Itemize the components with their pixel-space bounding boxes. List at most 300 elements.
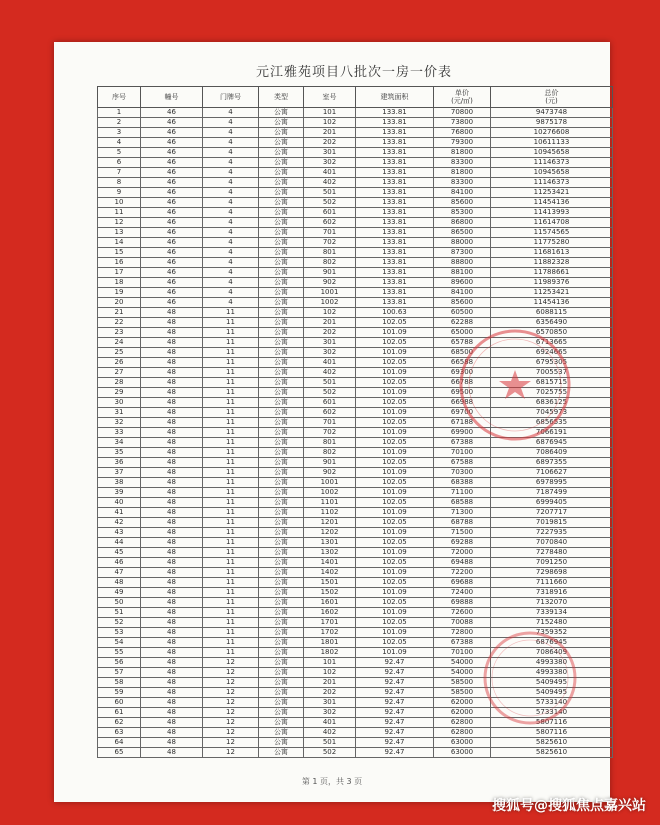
cell-building: 48 bbox=[141, 528, 203, 538]
cell-building: 48 bbox=[141, 618, 203, 628]
cell-total-price: 11614708 bbox=[491, 218, 613, 228]
cell-unit-price: 71300 bbox=[434, 508, 491, 518]
cell-area: 101.09 bbox=[356, 468, 434, 478]
cell-type: 公寓 bbox=[259, 248, 304, 258]
table-row bbox=[98, 238, 613, 248]
cell-building: 46 bbox=[141, 238, 203, 248]
table-row bbox=[98, 428, 613, 438]
cell-unit-price: 72000 bbox=[434, 548, 491, 558]
cell-room: 302 bbox=[304, 348, 356, 358]
cell-index: 62 bbox=[98, 718, 141, 728]
cell-total-price: 7152480 bbox=[491, 618, 613, 628]
cell-unit-price: 70800 bbox=[434, 108, 491, 118]
cell-building: 48 bbox=[141, 638, 203, 648]
table-row bbox=[98, 368, 613, 378]
cell-room: 1801 bbox=[304, 638, 356, 648]
cell-total-price: 6897355 bbox=[491, 458, 613, 468]
cell-door-number: 11 bbox=[203, 578, 259, 588]
cell-building: 48 bbox=[141, 738, 203, 748]
cell-door-number: 4 bbox=[203, 228, 259, 238]
cell-type: 公寓 bbox=[259, 178, 304, 188]
header-index: 序号 bbox=[98, 87, 141, 108]
cell-door-number: 4 bbox=[203, 298, 259, 308]
cell-area: 101.09 bbox=[356, 368, 434, 378]
cell-door-number: 12 bbox=[203, 748, 259, 758]
cell-room: 1402 bbox=[304, 568, 356, 578]
cell-building: 48 bbox=[141, 428, 203, 438]
cell-unit-price: 66588 bbox=[434, 358, 491, 368]
table-row bbox=[98, 308, 613, 318]
table-row bbox=[98, 258, 613, 268]
cell-building: 48 bbox=[141, 478, 203, 488]
table-row bbox=[98, 478, 613, 488]
cell-room: 902 bbox=[304, 278, 356, 288]
cell-unit-price: 70300 bbox=[434, 468, 491, 478]
cell-room: 101 bbox=[304, 658, 356, 668]
table-row bbox=[98, 598, 613, 608]
cell-type: 公寓 bbox=[259, 108, 304, 118]
cell-door-number: 11 bbox=[203, 508, 259, 518]
cell-door-number: 4 bbox=[203, 208, 259, 218]
cell-index: 14 bbox=[98, 238, 141, 248]
cell-type: 公寓 bbox=[259, 608, 304, 618]
cell-unit-price: 62288 bbox=[434, 318, 491, 328]
cell-area: 133.81 bbox=[356, 198, 434, 208]
cell-type: 公寓 bbox=[259, 478, 304, 488]
cell-door-number: 11 bbox=[203, 558, 259, 568]
cell-type: 公寓 bbox=[259, 538, 304, 548]
cell-type: 公寓 bbox=[259, 398, 304, 408]
cell-unit-price: 70088 bbox=[434, 618, 491, 628]
cell-index: 19 bbox=[98, 288, 141, 298]
table-row bbox=[98, 158, 613, 168]
cell-index: 35 bbox=[98, 448, 141, 458]
cell-total-price: 7207717 bbox=[491, 508, 613, 518]
cell-unit-price: 69700 bbox=[434, 408, 491, 418]
cell-area: 133.81 bbox=[356, 238, 434, 248]
cell-unit-price: 68500 bbox=[434, 348, 491, 358]
cell-area: 92.47 bbox=[356, 748, 434, 758]
cell-room: 701 bbox=[304, 228, 356, 238]
cell-total-price: 7111660 bbox=[491, 578, 613, 588]
cell-room: 801 bbox=[304, 248, 356, 258]
cell-door-number: 11 bbox=[203, 308, 259, 318]
cell-type: 公寓 bbox=[259, 718, 304, 728]
cell-total-price: 11413993 bbox=[491, 208, 613, 218]
table-row bbox=[98, 388, 613, 398]
cell-index: 36 bbox=[98, 458, 141, 468]
cell-type: 公寓 bbox=[259, 258, 304, 268]
cell-total-price: 10945658 bbox=[491, 168, 613, 178]
cell-area: 101.09 bbox=[356, 648, 434, 658]
table-row bbox=[98, 638, 613, 648]
table-row bbox=[98, 288, 613, 298]
cell-total-price: 7005537 bbox=[491, 368, 613, 378]
cell-total-price: 11146373 bbox=[491, 158, 613, 168]
table-row bbox=[98, 198, 613, 208]
cell-total-price: 11454136 bbox=[491, 198, 613, 208]
cell-area: 92.47 bbox=[356, 658, 434, 668]
table-row bbox=[98, 538, 613, 548]
cell-index: 23 bbox=[98, 328, 141, 338]
cell-door-number: 11 bbox=[203, 338, 259, 348]
cell-index: 18 bbox=[98, 278, 141, 288]
table-row bbox=[98, 318, 613, 328]
cell-room: 702 bbox=[304, 238, 356, 248]
cell-total-price: 6876945 bbox=[491, 438, 613, 448]
cell-area: 92.47 bbox=[356, 668, 434, 678]
cell-building: 46 bbox=[141, 228, 203, 238]
cell-unit-price: 72200 bbox=[434, 568, 491, 578]
cell-building: 48 bbox=[141, 438, 203, 448]
cell-index: 33 bbox=[98, 428, 141, 438]
cell-type: 公寓 bbox=[259, 588, 304, 598]
cell-building: 46 bbox=[141, 148, 203, 158]
cell-area: 133.81 bbox=[356, 138, 434, 148]
cell-index: 24 bbox=[98, 338, 141, 348]
table-row bbox=[98, 608, 613, 618]
cell-type: 公寓 bbox=[259, 128, 304, 138]
cell-door-number: 11 bbox=[203, 538, 259, 548]
cell-total-price: 7298698 bbox=[491, 568, 613, 578]
cell-unit-price: 65788 bbox=[434, 338, 491, 348]
cell-type: 公寓 bbox=[259, 678, 304, 688]
cell-door-number: 4 bbox=[203, 178, 259, 188]
cell-building: 46 bbox=[141, 108, 203, 118]
cell-type: 公寓 bbox=[259, 318, 304, 328]
cell-building: 48 bbox=[141, 728, 203, 738]
cell-room: 1201 bbox=[304, 518, 356, 528]
cell-building: 46 bbox=[141, 138, 203, 148]
cell-total-price: 6795305 bbox=[491, 358, 613, 368]
cell-total-price: 11146373 bbox=[491, 178, 613, 188]
cell-building: 48 bbox=[141, 708, 203, 718]
cell-unit-price: 72400 bbox=[434, 588, 491, 598]
cell-index: 12 bbox=[98, 218, 141, 228]
cell-room: 301 bbox=[304, 338, 356, 348]
cell-door-number: 11 bbox=[203, 548, 259, 558]
cell-area: 101.09 bbox=[356, 508, 434, 518]
cell-building: 48 bbox=[141, 388, 203, 398]
cell-building: 46 bbox=[141, 208, 203, 218]
cell-index: 42 bbox=[98, 518, 141, 528]
cell-building: 48 bbox=[141, 678, 203, 688]
cell-index: 4 bbox=[98, 138, 141, 148]
cell-type: 公寓 bbox=[259, 558, 304, 568]
cell-type: 公寓 bbox=[259, 298, 304, 308]
cell-building: 46 bbox=[141, 218, 203, 228]
cell-total-price: 5733140 bbox=[491, 698, 613, 708]
table-row bbox=[98, 298, 613, 308]
cell-building: 48 bbox=[141, 558, 203, 568]
cell-index: 30 bbox=[98, 398, 141, 408]
cell-door-number: 11 bbox=[203, 428, 259, 438]
cell-door-number: 11 bbox=[203, 588, 259, 598]
cell-index: 15 bbox=[98, 248, 141, 258]
cell-room: 1302 bbox=[304, 548, 356, 558]
cell-index: 49 bbox=[98, 588, 141, 598]
cell-area: 133.81 bbox=[356, 208, 434, 218]
table-row bbox=[98, 518, 613, 528]
cell-door-number: 4 bbox=[203, 288, 259, 298]
cell-room: 1502 bbox=[304, 588, 356, 598]
cell-area: 133.81 bbox=[356, 108, 434, 118]
cell-index: 5 bbox=[98, 148, 141, 158]
cell-building: 48 bbox=[141, 548, 203, 558]
table-row bbox=[98, 118, 613, 128]
cell-unit-price: 86800 bbox=[434, 218, 491, 228]
cell-type: 公寓 bbox=[259, 638, 304, 648]
cell-total-price: 7318916 bbox=[491, 588, 613, 598]
cell-unit-price: 81800 bbox=[434, 168, 491, 178]
table-row bbox=[98, 508, 613, 518]
cell-room: 202 bbox=[304, 688, 356, 698]
cell-total-price: 7086409 bbox=[491, 648, 613, 658]
cell-building: 46 bbox=[141, 198, 203, 208]
cell-type: 公寓 bbox=[259, 188, 304, 198]
cell-type: 公寓 bbox=[259, 468, 304, 478]
cell-area: 102.05 bbox=[356, 318, 434, 328]
cell-unit-price: 67188 bbox=[434, 418, 491, 428]
cell-room: 201 bbox=[304, 128, 356, 138]
cell-door-number: 11 bbox=[203, 398, 259, 408]
cell-total-price: 7091250 bbox=[491, 558, 613, 568]
cell-type: 公寓 bbox=[259, 238, 304, 248]
table-row bbox=[98, 438, 613, 448]
cell-room: 302 bbox=[304, 708, 356, 718]
cell-door-number: 4 bbox=[203, 138, 259, 148]
cell-index: 63 bbox=[98, 728, 141, 738]
cell-area: 101.09 bbox=[356, 408, 434, 418]
cell-unit-price: 68788 bbox=[434, 518, 491, 528]
cell-total-price: 6356490 bbox=[491, 318, 613, 328]
cell-type: 公寓 bbox=[259, 568, 304, 578]
cell-index: 38 bbox=[98, 478, 141, 488]
cell-building: 46 bbox=[141, 278, 203, 288]
cell-unit-price: 58500 bbox=[434, 688, 491, 698]
cell-area: 133.81 bbox=[356, 148, 434, 158]
table-row bbox=[98, 358, 613, 368]
cell-unit-price: 66988 bbox=[434, 398, 491, 408]
cell-index: 57 bbox=[98, 668, 141, 678]
cell-area: 101.09 bbox=[356, 588, 434, 598]
cell-type: 公寓 bbox=[259, 628, 304, 638]
table-row bbox=[98, 278, 613, 288]
cell-unit-price: 88800 bbox=[434, 258, 491, 268]
cell-room: 802 bbox=[304, 258, 356, 268]
cell-unit-price: 58500 bbox=[434, 678, 491, 688]
cell-unit-price: 85300 bbox=[434, 208, 491, 218]
cell-room: 1701 bbox=[304, 618, 356, 628]
cell-building: 48 bbox=[141, 538, 203, 548]
cell-room: 1501 bbox=[304, 578, 356, 588]
cell-building: 48 bbox=[141, 698, 203, 708]
cell-door-number: 11 bbox=[203, 648, 259, 658]
cell-door-number: 11 bbox=[203, 528, 259, 538]
cell-total-price: 6836125 bbox=[491, 398, 613, 408]
cell-area: 101.09 bbox=[356, 348, 434, 358]
cell-area: 133.81 bbox=[356, 288, 434, 298]
cell-index: 31 bbox=[98, 408, 141, 418]
cell-total-price: 6815715 bbox=[491, 378, 613, 388]
cell-door-number: 12 bbox=[203, 738, 259, 748]
price-table bbox=[97, 86, 613, 758]
table-row bbox=[98, 488, 613, 498]
cell-total-price: 10611133 bbox=[491, 138, 613, 148]
cell-index: 8 bbox=[98, 178, 141, 188]
cell-total-price: 6856535 bbox=[491, 418, 613, 428]
cell-total-price: 9473748 bbox=[491, 108, 613, 118]
cell-area: 101.09 bbox=[356, 628, 434, 638]
cell-type: 公寓 bbox=[259, 438, 304, 448]
cell-area: 102.05 bbox=[356, 638, 434, 648]
cell-index: 11 bbox=[98, 208, 141, 218]
cell-building: 48 bbox=[141, 378, 203, 388]
cell-building: 48 bbox=[141, 508, 203, 518]
table-row bbox=[98, 218, 613, 228]
cell-door-number: 11 bbox=[203, 638, 259, 648]
cell-building: 46 bbox=[141, 298, 203, 308]
cell-door-number: 11 bbox=[203, 438, 259, 448]
cell-unit-price: 65000 bbox=[434, 328, 491, 338]
cell-area: 100.63 bbox=[356, 308, 434, 318]
cell-total-price: 6570850 bbox=[491, 328, 613, 338]
cell-room: 102 bbox=[304, 308, 356, 318]
table-row bbox=[98, 108, 613, 118]
cell-type: 公寓 bbox=[259, 148, 304, 158]
cell-door-number: 4 bbox=[203, 198, 259, 208]
cell-area: 101.09 bbox=[356, 328, 434, 338]
cell-unit-price: 83300 bbox=[434, 178, 491, 188]
cell-building: 48 bbox=[141, 358, 203, 368]
cell-room: 1601 bbox=[304, 598, 356, 608]
cell-total-price: 11882328 bbox=[491, 258, 613, 268]
cell-door-number: 4 bbox=[203, 268, 259, 278]
cell-area: 133.81 bbox=[356, 158, 434, 168]
cell-area: 102.05 bbox=[356, 618, 434, 628]
cell-type: 公寓 bbox=[259, 268, 304, 278]
cell-building: 48 bbox=[141, 648, 203, 658]
cell-door-number: 11 bbox=[203, 328, 259, 338]
cell-door-number: 4 bbox=[203, 188, 259, 198]
cell-type: 公寓 bbox=[259, 208, 304, 218]
cell-room: 601 bbox=[304, 398, 356, 408]
cell-unit-price: 62000 bbox=[434, 708, 491, 718]
cell-door-number: 12 bbox=[203, 728, 259, 738]
cell-area: 102.05 bbox=[356, 498, 434, 508]
cell-building: 48 bbox=[141, 598, 203, 608]
cell-area: 101.09 bbox=[356, 388, 434, 398]
cell-door-number: 4 bbox=[203, 148, 259, 158]
cell-type: 公寓 bbox=[259, 218, 304, 228]
cell-unit-price: 84100 bbox=[434, 288, 491, 298]
cell-type: 公寓 bbox=[259, 228, 304, 238]
cell-door-number: 4 bbox=[203, 248, 259, 258]
cell-door-number: 12 bbox=[203, 668, 259, 678]
header-unit-price: 单价 (元/㎡) bbox=[434, 87, 491, 108]
cell-room: 1001 bbox=[304, 288, 356, 298]
cell-area: 133.81 bbox=[356, 118, 434, 128]
cell-unit-price: 81800 bbox=[434, 148, 491, 158]
table-row bbox=[98, 178, 613, 188]
cell-area: 92.47 bbox=[356, 728, 434, 738]
header-type: 类型 bbox=[259, 87, 304, 108]
cell-building: 48 bbox=[141, 488, 203, 498]
table-row bbox=[98, 718, 613, 728]
table-row bbox=[98, 678, 613, 688]
cell-area: 92.47 bbox=[356, 688, 434, 698]
table-row bbox=[98, 548, 613, 558]
cell-room: 901 bbox=[304, 268, 356, 278]
cell-unit-price: 72600 bbox=[434, 608, 491, 618]
cell-area: 101.09 bbox=[356, 428, 434, 438]
cell-type: 公寓 bbox=[259, 578, 304, 588]
cell-type: 公寓 bbox=[259, 338, 304, 348]
cell-room: 1301 bbox=[304, 538, 356, 548]
cell-index: 17 bbox=[98, 268, 141, 278]
cell-total-price: 11574565 bbox=[491, 228, 613, 238]
cell-type: 公寓 bbox=[259, 418, 304, 428]
cell-building: 48 bbox=[141, 568, 203, 578]
table-row bbox=[98, 688, 613, 698]
cell-building: 48 bbox=[141, 608, 203, 618]
table-row bbox=[98, 128, 613, 138]
table-row bbox=[98, 168, 613, 178]
cell-building: 46 bbox=[141, 258, 203, 268]
cell-door-number: 11 bbox=[203, 378, 259, 388]
cell-area: 133.81 bbox=[356, 228, 434, 238]
cell-room: 502 bbox=[304, 198, 356, 208]
cell-door-number: 11 bbox=[203, 598, 259, 608]
table-row bbox=[98, 498, 613, 508]
cell-area: 102.05 bbox=[356, 538, 434, 548]
cell-index: 65 bbox=[98, 748, 141, 758]
cell-index: 20 bbox=[98, 298, 141, 308]
cell-unit-price: 54000 bbox=[434, 658, 491, 668]
cell-area: 102.05 bbox=[356, 558, 434, 568]
cell-area: 92.47 bbox=[356, 718, 434, 728]
table-row bbox=[98, 248, 613, 258]
header-door-number: 门牌号 bbox=[203, 87, 259, 108]
cell-door-number: 12 bbox=[203, 708, 259, 718]
cell-type: 公寓 bbox=[259, 748, 304, 758]
cell-room: 501 bbox=[304, 738, 356, 748]
cell-area: 101.09 bbox=[356, 608, 434, 618]
cell-unit-price: 60500 bbox=[434, 308, 491, 318]
cell-room: 602 bbox=[304, 408, 356, 418]
cell-index: 44 bbox=[98, 538, 141, 548]
cell-total-price: 5807116 bbox=[491, 718, 613, 728]
cell-index: 10 bbox=[98, 198, 141, 208]
cell-type: 公寓 bbox=[259, 508, 304, 518]
header-area: 建筑面积 bbox=[356, 87, 434, 108]
table-row bbox=[98, 628, 613, 638]
table-row bbox=[98, 378, 613, 388]
cell-total-price: 5409495 bbox=[491, 678, 613, 688]
cell-unit-price: 86500 bbox=[434, 228, 491, 238]
table-row bbox=[98, 568, 613, 578]
cell-index: 13 bbox=[98, 228, 141, 238]
table-row bbox=[98, 228, 613, 238]
cell-total-price: 11253421 bbox=[491, 188, 613, 198]
cell-area: 101.09 bbox=[356, 548, 434, 558]
cell-total-price: 4993380 bbox=[491, 668, 613, 678]
cell-room: 1401 bbox=[304, 558, 356, 568]
cell-unit-price: 69500 bbox=[434, 388, 491, 398]
cell-unit-price: 70100 bbox=[434, 448, 491, 458]
cell-total-price: 5825610 bbox=[491, 738, 613, 748]
cell-area: 101.09 bbox=[356, 568, 434, 578]
